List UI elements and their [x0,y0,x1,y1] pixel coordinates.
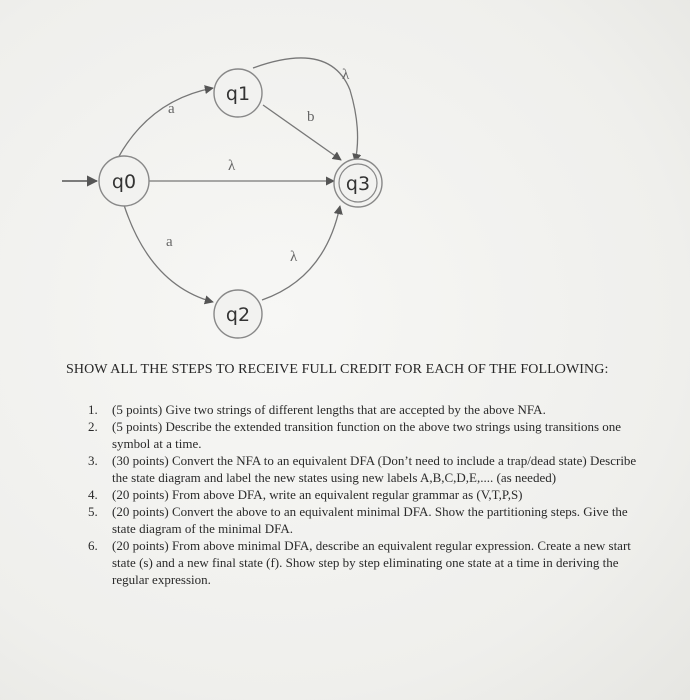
state-q1 [214,69,262,117]
task-number: 5. [88,504,98,519]
task-text: (20 points) From above DFA, write an equivalent regular grammar as (V,T,P,S) [112,487,523,502]
task-text: (20 points) Convert the above to an equivalent minimal DFA. Show the partitioning steps. Give the state diagram of the minimal DFA. [112,504,628,536]
instructions-heading: SHOW ALL THE STEPS TO RECEIVE FULL CREDIT FOR EACH OF THE FOLLOWING: [66,362,609,377]
task-item [88,537,648,588]
edge-label-q0-q1: a [168,101,175,117]
task-item [88,418,648,452]
state-q0 [99,156,149,206]
state-label-q0: q0 [111,171,137,193]
edge-label-q1-q3-loop: λ [342,67,350,83]
task-number: 3. [88,453,98,468]
task-number: 2. [88,419,98,434]
task-text: (30 points) Convert the NFA to an equivalent DFA (Don’t need to include a trap/dead state) Describe the state diagram and label the new states using new labels A,B,C,D,E,.... (as needed) [112,453,637,485]
task-item [88,486,648,503]
edge-label-q2-q3: λ [290,249,298,265]
edge-q1-q3 [263,105,341,160]
task-number: 1. [88,402,98,417]
task-item [88,452,648,486]
task-text: (5 points) Give two strings of different lengths that are accepted by the above NFA. [112,402,546,417]
task-list [88,401,648,588]
edge-label-q0-q3: λ [228,158,236,174]
task-number: 4. [88,487,98,502]
edge-q0-q2 [124,205,213,302]
state-q3 [334,159,382,207]
nfa-diagram [0,0,690,345]
state-q2 [214,290,262,338]
task-item [88,401,648,418]
edge-q2-q3 [262,206,340,300]
state-label-q1: q1 [225,83,251,105]
state-label-q2: q2 [225,304,251,326]
edge-label-q1-q3: b [307,109,315,125]
edge-label-q0-q2: a [166,234,173,250]
task-text: (5 points) Describe the extended transition function on the above two strings using transitions one symbol at a time. [112,419,622,451]
task-item [88,503,648,537]
task-number: 6. [88,538,98,553]
edge-q0-q1 [118,88,213,158]
state-label-q3: q3 [345,173,371,195]
task-text: (20 points) From above minimal DFA, describe an equivalent regular expression. Create a new start state (s) and a new final state (f). Show step by step eliminating one state at a time in deriving the regular expression. [112,538,631,587]
